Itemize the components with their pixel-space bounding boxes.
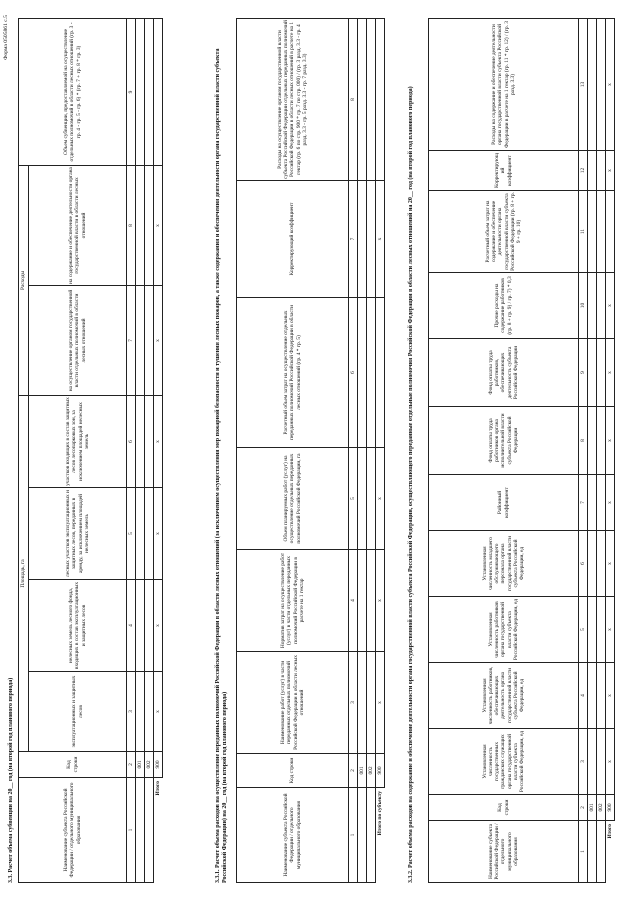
total-label: Итого по субъекту — [377, 791, 384, 836]
total-cell: x — [606, 729, 615, 795]
column-number: 3 — [579, 729, 588, 795]
table-row — [367, 19, 376, 883]
data-cell[interactable] — [136, 488, 145, 580]
column-number: 1 — [349, 788, 358, 883]
column-number: 5 — [579, 597, 588, 663]
data-cell[interactable] — [588, 729, 597, 795]
header-civil-servants: Установленная численность государственных гражданских служащих органа государственной власти субъекта Российской Федерации, ед — [429, 729, 579, 795]
section-3-3-1-title: 3.3.1. Расчет объема расходов на осуществление переданных полномочий Российской Федерации в области лесных отношений (за исключением осуществления мер пожарной безопасности и тушения лесных пожаров, а также содержания и обеспечения деятельности органа государственной власти субъекта Российской Федерации) на 20__ год (на второй год планового периода) — [215, 48, 228, 883]
header-estimated-cost: Расчетный объем затрат на осуществление отдельных переданных полномочий Российской Федерации в области лесных отношений (гр. 4 * гр. 5) — [237, 298, 349, 448]
header-works: Наименование работ (услуг) в части переданных отдельных полномочий Российской Федерации в области лесных отношений — [237, 652, 349, 754]
total-cell: x — [376, 550, 385, 652]
column-number: 3 — [127, 672, 136, 752]
total-cell: x — [154, 672, 163, 752]
column-number: 2 — [349, 754, 358, 788]
header-expenses: Расходы — [19, 165, 29, 395]
data-cell[interactable] — [136, 395, 145, 487]
total-cell[interactable] — [376, 298, 385, 448]
data-cell[interactable] — [358, 652, 367, 754]
row-code: 002 — [145, 752, 154, 778]
column-number: 4 — [579, 663, 588, 729]
header-correction-coef: Корректирующий коэффициент — [429, 151, 579, 191]
data-cell[interactable] — [136, 672, 145, 752]
data-cell[interactable] — [145, 395, 154, 487]
data-cell[interactable] — [145, 18, 154, 165]
column-number: 9 — [127, 18, 136, 165]
subvention-table — [18, 18, 163, 883]
section-3-3-2-title: 3.3.2. Расчет объема расходов на содержание и обеспечение деятельности органа государственной власти субъекта Российской Федерации, осуществляющего переданные отдельные полномочия Российской Федерации в области лесных отношений на 20__ год (на второй год планового периода) — [408, 86, 414, 883]
data-cell[interactable] — [136, 165, 145, 285]
column-number: 8 — [127, 165, 136, 285]
header-planned-volume: Объем планируемых работ (услуг) на осуществление отдельных переданных полномочий Российской Федерации, га — [237, 448, 349, 550]
table-row — [136, 18, 145, 882]
column-number: 7 — [349, 181, 358, 298]
data-cell[interactable] — [588, 407, 597, 475]
total-code: 900 — [606, 795, 615, 821]
form-code: Форма 0505861 с.5 — [3, 15, 9, 60]
data-cell[interactable] — [588, 273, 597, 339]
section-3-3-title: 3.3. Расчет объема субвенции на 20__ год (на второй год планового периода) — [8, 677, 14, 883]
column-number: 10 — [579, 273, 588, 339]
header-staff: Установленная численность работников органа государственной власти субъекта Российской Федерации, ед — [429, 597, 579, 663]
data-cell[interactable] — [145, 672, 154, 752]
header-regional-coef: Районный коэффициент — [429, 475, 579, 531]
header-cost-norm: Норматив затрат на осуществление работ (услуг) в части отдельных переданных полномочий Российской Федерации в расчете на 1 гектар — [237, 550, 349, 652]
column-number: 6 — [127, 395, 136, 487]
column-number: 11 — [579, 191, 588, 273]
header-payroll-support: Фонд оплаты труда работников, обеспечивающих деятельность субъекта Российской Федерации — [429, 339, 579, 407]
header-area: Площадь, га — [19, 395, 29, 751]
table-row — [597, 19, 606, 883]
total-cell: x — [606, 339, 615, 407]
total-cell: x — [154, 285, 163, 395]
total-cell: x — [606, 19, 615, 151]
data-cell[interactable] — [358, 298, 367, 448]
header-name: Наименование субъекта Российской Федерации / отдельного муниципального образования — [429, 821, 579, 883]
total-cell: x — [606, 407, 615, 475]
table-row — [358, 19, 367, 883]
total-cell: x — [376, 448, 385, 550]
total-cell: x — [376, 652, 385, 754]
name-cell[interactable] — [136, 778, 145, 883]
header-junior-staff: Установленная численность младшего обслуживающего персонала органа государственной власти субъекта Российской Федерации, ед — [429, 531, 579, 597]
data-cell[interactable] — [597, 531, 606, 597]
header-correction-coef: Корректирующий коэффициент — [237, 181, 349, 298]
data-cell[interactable] — [145, 165, 154, 285]
data-cell[interactable] — [367, 298, 376, 448]
data-cell[interactable] — [597, 339, 606, 407]
header-estimated-cost: Расчетный объем затрат на содержание и обеспечение деятельности органа государственной власти субъекта Российской Федерации (гр. 8 + гр. 9 + гр. 10) — [429, 191, 579, 273]
total-cell: x — [606, 475, 615, 531]
total-cell[interactable] — [154, 18, 163, 165]
header-area-nonforest: нелесных земель лесного фонда, входящих в состав эксплуатационных и защитных лесов — [29, 580, 127, 672]
data-cell[interactable] — [597, 597, 606, 663]
total-cell: x — [606, 151, 615, 191]
column-number: 9 — [579, 339, 588, 407]
column-number: 12 — [579, 151, 588, 191]
row-code: 002 — [597, 795, 606, 821]
header-area-leased: лесных участков эксплуатационных и защитных лесов, переданных в аренду, за исключением площадей нелесных земель — [29, 488, 127, 580]
data-cell[interactable] — [145, 580, 154, 672]
total-cell: x — [376, 181, 385, 298]
table-row — [145, 18, 154, 882]
column-number: 8 — [349, 19, 358, 181]
header-other-expenses: Прочие расходы на содержание работников (гр. 8 + гр. 9) / гр. 7) * 0,3 — [429, 273, 579, 339]
maintenance-expenses-table — [428, 18, 615, 883]
header-name: Наименование субъекта Российской Федерации / отдельного муниципального образования — [19, 778, 127, 883]
data-cell[interactable] — [588, 339, 597, 407]
name-cell[interactable] — [588, 821, 597, 883]
data-cell[interactable] — [588, 663, 597, 729]
data-cell[interactable] — [145, 285, 154, 395]
column-number: 2 — [127, 752, 136, 778]
row-code: 001 — [136, 752, 145, 778]
data-cell[interactable] — [367, 652, 376, 754]
data-cell[interactable] — [136, 580, 145, 672]
data-cell[interactable] — [367, 448, 376, 550]
total-cell: x — [154, 395, 163, 487]
data-cell[interactable] — [358, 550, 367, 652]
total-row — [606, 19, 615, 883]
column-number: 2 — [579, 795, 588, 821]
table-row — [588, 19, 597, 883]
header-exp-powers: на осуществление органом государственной власти отдельных полномочий в области лесных отношений — [29, 285, 127, 395]
data-cell[interactable] — [588, 475, 597, 531]
data-cell[interactable] — [597, 475, 606, 531]
data-cell[interactable] — [597, 407, 606, 475]
header-support-staff: Установленная численность работников, обеспечивающих деятельность органа государственной власти субъекта Российской Федерации, ед — [429, 663, 579, 729]
column-number: 7 — [579, 475, 588, 531]
data-cell[interactable] — [358, 19, 367, 181]
total-code: 900 — [154, 752, 163, 778]
data-cell[interactable] — [588, 151, 597, 191]
column-number: 8 — [579, 407, 588, 475]
name-cell[interactable] — [597, 821, 606, 883]
data-cell[interactable] — [597, 151, 606, 191]
total-cell[interactable] — [376, 19, 385, 181]
data-cell[interactable] — [358, 181, 367, 298]
data-cell[interactable] — [588, 19, 597, 151]
column-number: 4 — [127, 580, 136, 672]
total-cell: x — [154, 488, 163, 580]
total-label: Итого — [607, 824, 614, 839]
data-cell[interactable] — [588, 597, 597, 663]
data-cell[interactable] — [597, 663, 606, 729]
column-number: 13 — [579, 19, 588, 151]
total-cell: x — [154, 165, 163, 285]
total-cell: x — [154, 580, 163, 672]
column-number: 6 — [349, 298, 358, 448]
column-number: 6 — [579, 531, 588, 597]
data-cell[interactable] — [136, 285, 145, 395]
total-cell: x — [606, 531, 615, 597]
data-cell[interactable] — [588, 191, 597, 273]
column-number: 3 — [349, 652, 358, 754]
total-row — [154, 18, 163, 882]
column-number: 5 — [127, 488, 136, 580]
name-cell[interactable] — [145, 778, 154, 883]
total-label: Итого — [155, 781, 162, 796]
header-name: Наименование субъекта Российской Федерации / отдельного муниципального образования — [237, 788, 349, 883]
data-cell[interactable] — [136, 18, 145, 165]
data-cell[interactable] — [358, 448, 367, 550]
header-area-forests: эксплуатационных и защитных лесов — [29, 672, 127, 752]
header-subvention-total: Объем субвенции, предоставляемой на осуществление отдельных полномочий в области лесных отношений (гр. 3 - гр. 4 - гр. 5 - гр. 6) * (гр. 7 + гр. 8 * гр. 3) — [19, 18, 127, 165]
data-cell[interactable] — [597, 729, 606, 795]
total-row — [376, 19, 385, 883]
header-expenses-per-ha: Расходы на содержание и обеспечение деятельности органа государственной власти субъекта Российской Федерации в расчете на 1 гектар (гр. 11 * гр. 12) / (гр. 3 разд. 3.3) — [429, 19, 579, 151]
row-code: 001 — [588, 795, 597, 821]
header-code: Код строки — [19, 752, 127, 778]
data-cell[interactable] — [145, 488, 154, 580]
column-number: 7 — [127, 285, 136, 395]
powers-expenses-table — [236, 18, 385, 883]
column-number: 1 — [579, 821, 588, 883]
name-cell[interactable] — [358, 788, 367, 883]
total-cell: x — [606, 663, 615, 729]
data-cell[interactable] — [597, 191, 606, 273]
header-code: Код строки — [237, 754, 349, 788]
total-cell[interactable] — [606, 191, 615, 273]
row-code: 002 — [367, 754, 376, 788]
total-cell: x — [606, 597, 615, 663]
data-cell[interactable] — [588, 531, 597, 597]
header-expenses-per-ha: Расходы на осуществление органом государственной власти субъекта Российской Федерации отдельных переданных полномочий Российской Федерации в области лесных отношений в расчете на 1 гектар (гр. 6 по стр. 900 * гр. 7 по стр. 000) / (гр. 3 разд. 3.3 - гр. 4 разд. 3.3 - гр. 5 разд. 3.3 - гр. 7 разд. 3.3) — [237, 19, 349, 181]
header-payroll-executive: Фонд оплаты труда работников органа исполнительной власти субъекта Российской Федерации — [429, 407, 579, 475]
data-cell[interactable] — [597, 19, 606, 151]
data-cell[interactable] — [367, 181, 376, 298]
data-cell[interactable] — [597, 273, 606, 339]
column-number: 4 — [349, 550, 358, 652]
column-number: 5 — [349, 448, 358, 550]
data-cell[interactable] — [367, 550, 376, 652]
header-area-parks: участков входящих в состав защитных лесов лесопарковых зон, за исключением площадей нелесных земель — [29, 395, 127, 487]
data-cell[interactable] — [367, 19, 376, 181]
row-code: 001 — [358, 754, 367, 788]
total-code: 900 — [376, 754, 385, 788]
total-cell: x — [606, 273, 615, 339]
column-number: 1 — [127, 778, 136, 883]
header-code: Код строки — [429, 795, 579, 821]
name-cell[interactable] — [367, 788, 376, 883]
header-exp-maintenance: на содержание и обеспечение деятельности органа государственной власти в области лесных отношений — [29, 165, 127, 285]
